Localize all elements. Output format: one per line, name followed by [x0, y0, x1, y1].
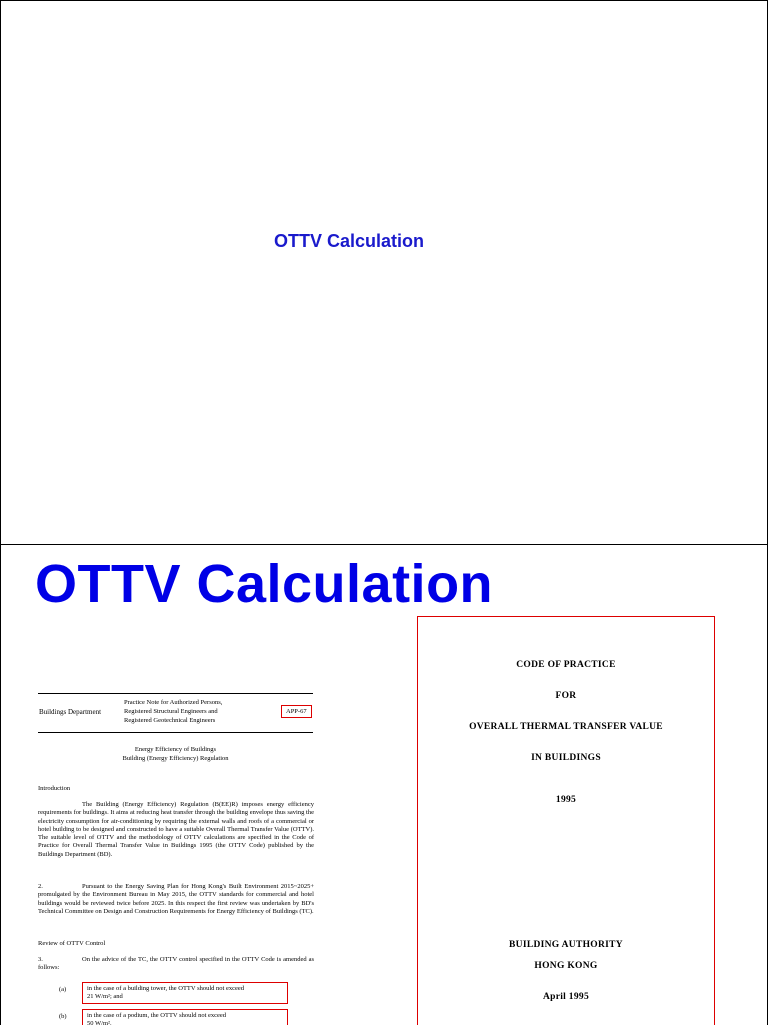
subject-line: Building (Energy Efficiency) Regulation — [122, 755, 229, 762]
cover-authority: BUILDING AUTHORITY — [509, 940, 623, 950]
subject-line: Energy Efficiency of Buildings — [134, 746, 217, 753]
recipient-line: Registered Structural Engineers and — [124, 708, 218, 715]
cover-place: HONG KONG — [534, 961, 598, 971]
slide-2 — [0, 544, 768, 1025]
practice-note-subject — [38, 745, 313, 763]
practice-note-code-badge: APP-67 — [281, 705, 312, 718]
item-b-line: in the case of a podium, the OTTV should not exceed — [87, 1012, 227, 1019]
cover-date: April 1995 — [542, 992, 589, 1002]
slide-2-title: OTTV Calculation — [35, 554, 494, 614]
recipients — [124, 698, 222, 725]
item-a-label: (a) — [59, 986, 67, 993]
paragraph-1: The Building (Energy Efficiency) Regulation (B(EE)R) imposes energy efficiency requirements for buildings. It aims at reducing heat transfer through the building envelope thus saving the electricity consumption for air-conditioning by requiring the external walls and roofs of a commercial or hotel building to be designed and constructed to have a suitable Overall Thermal Transfer Value (OTTV). The suitable level of OTTV and the methodology of OTTV calculations are specified in the Code of Practice for Overall Thermal Transfer Value in Buildings 1995 (the OTTV Code) published by the Buildings Department (BD). — [38, 801, 314, 858]
recipient-line: Registered Geotechnical Engineers — [124, 717, 216, 724]
slide-1-title: OTTV Calculation — [273, 231, 424, 251]
cover-line-4: IN BUILDINGS — [531, 753, 601, 763]
paragraph-2: Pursuant to the Energy Saving Plan for Hong Kong's Built Environment 2015~2025+ promulgated by the Environment Bureau in May 2015, the OTTV standards for commercial and hotel buildings would be reviewed twice before 2025. In this respect the first review was undertaken by BD's Technical Committee on Design and Construction Requirements for Energy Efficiency of Buildings (TC). — [38, 883, 314, 915]
item-b-line: 50 W/m². — [87, 1020, 112, 1025]
item-a-line: in the case of a building tower, the OTTV should not exceed — [87, 985, 245, 992]
paragraph-3-number: 3. — [38, 956, 43, 963]
cover-line-1: CODE OF PRACTICE — [516, 660, 616, 670]
paragraph-3: On the advice of the TC, the OTTV control specified in the OTTV Code is amended as follows: — [38, 956, 314, 972]
practice-note-header — [38, 693, 313, 733]
item-a-highlight — [82, 982, 288, 1004]
cover-line-3: OVERALL THERMAL TRANSFER VALUE — [469, 722, 663, 732]
item-b-highlight — [82, 1009, 288, 1025]
review-heading: Review of OTTV Control — [38, 940, 106, 947]
item-a-line: 21 W/m²; and — [87, 993, 123, 1000]
recipient-line: Practice Note for Authorized Persons, — [124, 699, 223, 706]
cover-line-2: FOR — [555, 691, 577, 701]
paragraph-2-number: 2. — [38, 883, 43, 890]
cover-year: 1995 — [555, 795, 577, 805]
item-b-label: (b) — [59, 1013, 67, 1020]
introduction-heading: Introduction — [38, 785, 71, 792]
department-name: Buildings Department — [39, 708, 102, 716]
code-of-practice-cover — [417, 616, 715, 1025]
